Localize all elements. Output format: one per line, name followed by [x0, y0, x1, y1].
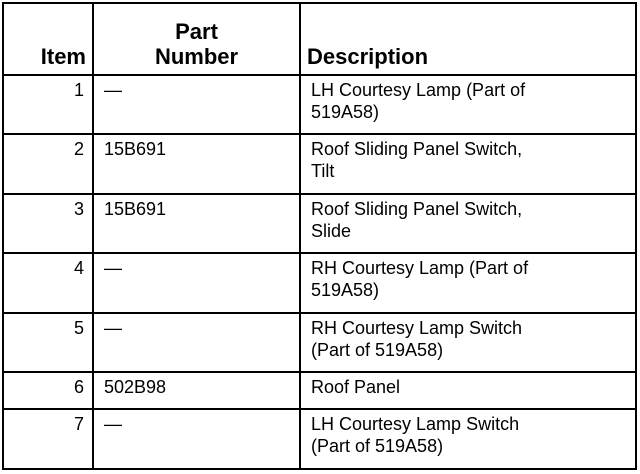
description-cell: [300, 134, 636, 194]
parts-table: [2, 2, 637, 470]
description-line: LH Courtesy Lamp Switch: [311, 414, 520, 435]
table-row: [3, 75, 636, 135]
part-number-cell: —: [93, 75, 300, 135]
part-number-cell: 502B98: [93, 372, 300, 409]
description-cell: [300, 313, 636, 373]
description-cell: [300, 253, 636, 313]
item-cell: 1: [3, 75, 93, 135]
part-number-cell: 15B691: [93, 194, 300, 254]
item-cell: 7: [3, 409, 93, 469]
description-line: RH Courtesy Lamp Switch: [311, 317, 523, 338]
description-line: Roof Sliding Panel Switch,: [311, 139, 523, 160]
table-row: [3, 372, 636, 409]
table-row: [3, 409, 636, 469]
header-description: Description: [300, 3, 636, 75]
item-cell: 5: [3, 313, 93, 373]
header-row: [3, 3, 636, 75]
description-line: (Part of 519A58): [311, 436, 444, 457]
part-number-cell: —: [93, 313, 300, 373]
table-row: [3, 253, 636, 313]
item-cell: 3: [3, 194, 93, 254]
description-cell: [300, 75, 636, 135]
description-line: LH Courtesy Lamp (Part of: [311, 79, 526, 100]
part-number-cell: —: [93, 253, 300, 313]
description-line: 519A58): [311, 280, 380, 301]
description-cell: [300, 409, 636, 469]
part-number-cell: 15B691: [93, 134, 300, 194]
description-line: (Part of 519A58): [311, 339, 444, 360]
description-line: Roof Panel: [311, 377, 401, 398]
description-line: Tilt: [311, 161, 335, 182]
description-cell: [300, 372, 636, 409]
item-cell: 6: [3, 372, 93, 409]
item-cell: 4: [3, 253, 93, 313]
header-part-line1: Part: [175, 18, 218, 44]
header-part-number: [93, 3, 300, 75]
description-line: RH Courtesy Lamp (Part of: [311, 258, 529, 279]
header-part-line2: Number: [154, 43, 239, 69]
description-line: Roof Sliding Panel Switch,: [311, 198, 523, 219]
description-line: Slide: [311, 220, 352, 241]
description-cell: [300, 194, 636, 254]
description-line: 519A58): [311, 101, 380, 122]
table-row: [3, 313, 636, 373]
part-number-cell: —: [93, 409, 300, 469]
item-cell: 2: [3, 134, 93, 194]
table-row: [3, 194, 636, 254]
table-row: [3, 134, 636, 194]
header-item: Item: [3, 3, 93, 75]
